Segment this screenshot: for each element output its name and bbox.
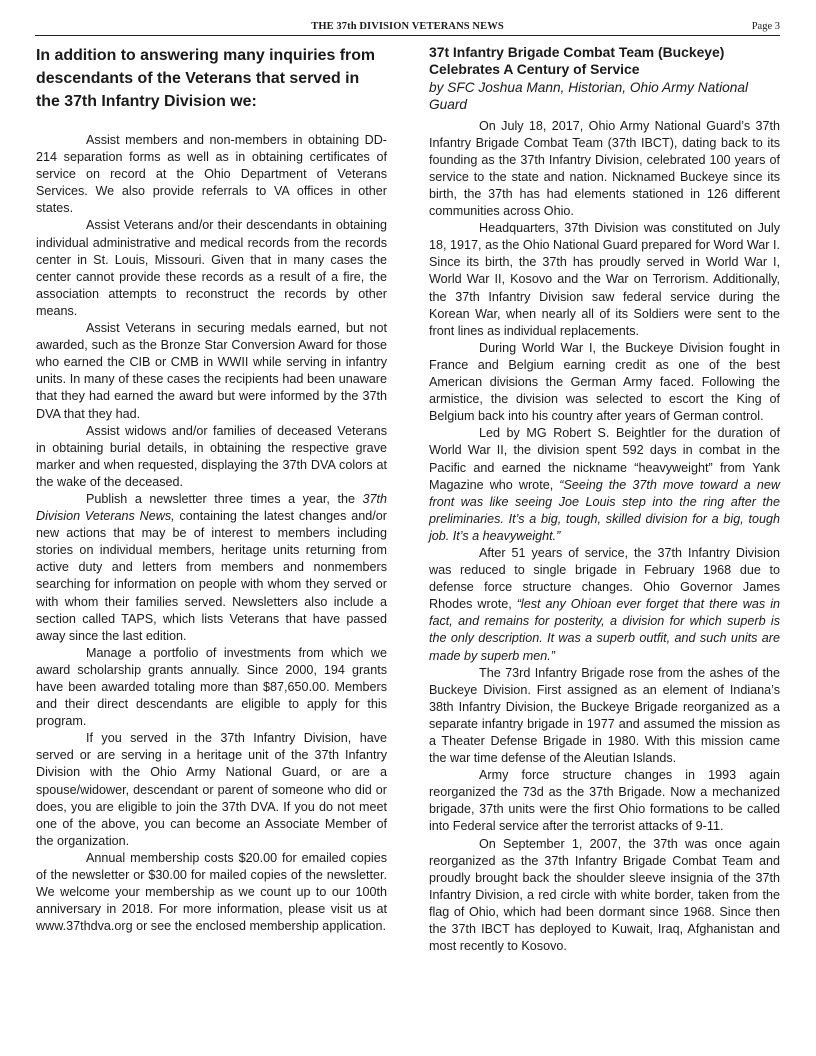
article-paragraph-1: On July 18, 2017, Ohio Army National Guard’s 37th Infantry Brigade Combat Team (37th IBCT), dating back to its founding as the 37th Infantry Division, celebrated 100 years of service to the state and nation. Nicknamed Buckeye since its birth, the 37th has had elements stationed in 126 different communities across Ohio. xyxy=(429,118,780,219)
right-column xyxy=(429,44,780,955)
paragraph-records: Assist Veterans and/or their descendants in obtaining individual administrative and medical records from the records center in St. Louis, Missouri. Given that in many cases the center cannot provide these records as a result of a fire, the association attempts to reconstruct the records by other means. xyxy=(36,218,387,318)
article-paragraph-3: During World War I, the Buckeye Division fought in France and Belgium earning credit as one of the best American divisions the German Army faced. Following the armistice, the division was selected to escort the King of Belgium back into his country after years of German control. xyxy=(429,340,780,424)
paragraph-medals: Assist Veterans in securing medals earned, but not awarded, such as the Bronze Star Conversion Award for those who earned the CIB or CMB in WWII while serving in infantry units. In many of these cases the recipients had been unaware that they had earned the award but were informed by the 37th DVA that they had. xyxy=(36,321,387,421)
article-paragraph-7: Army force structure changes in 1993 again reorganized the 73d as the 37th Brigade. Now a mechanized brigade, 37th units were the first Ohio formations to be called into Federal service after the terrorist attacks of 9-11. xyxy=(429,768,780,834)
article-paragraph-2: Headquarters, 37th Division was constituted on July 18, 1917, as the Ohio National Guard prepared for Word War I. Since its birth, the 37th has proudly served in World War I, World War II, Kosovo and the War on Terrorism. Additionally, the 37th Infantry Division saw federal service during the Korean War, when nearly all of its Soldiers were sent to the front lines as individual replacements. xyxy=(429,221,780,338)
services-heading: In addition to answering many inquiries from descendants of the Veterans that served in the 37th Infantry Division we: xyxy=(36,47,376,110)
paragraph-newsletter xyxy=(36,491,387,645)
paragraph-dd214: Assist members and non-members in obtaining DD-214 separation forms as well as in obtaining certificates of service on record at the Ohio Department of Veterans Services. We also provide referrals to VA offices in other states. xyxy=(36,133,387,216)
newsletter-title: THE 37th DIVISION VETERANS NEWS xyxy=(311,21,504,32)
paragraph-5-text: After 51 years of service, the 37th Infantry Division was reduced to single brigade in February 1968 due to defense force structure changes. Ohio Governor James Rhodes wrote, xyxy=(429,545,780,612)
article-paragraph-5 xyxy=(429,545,780,665)
article-paragraph-6: The 73rd Infantry Brigade rose from the ashes of the Buckeye Division. First assigned as an element of Indiana’s 38th Infantry Division, the Buckeye Brigade reorganized as a separate infantry brigade in 1977 and assumed the mission as a Theater Defense Brigade in 1980. With this mission came the war time defense of the Aleutian Islands. xyxy=(429,665,780,766)
yank-quote: “Seeing the 37th move toward a new front was like seeing Joe Louis step into the ring after the preliminaries. It’s a big, tough, skilled division for a big, tough job. It’s a heavyweight.” xyxy=(429,477,780,543)
paragraph-4-text: Led by MG Robert S. Beightler for the duration of World War II, the division spent 592 days in combat in the Pacific and earned the nickname “heavyweight” from Yank Magazine who wrote, xyxy=(429,426,780,492)
paragraph-membership: Annual membership costs $20.00 for emailed copies of the newsletter or $30.00 for mailed copies of the newsletter. We welcome your membership as we count up to our 100th anniversary in 2018. For more information, please visit us at www.37thdva.org or see the enclosed membership application. xyxy=(36,850,387,934)
page-number: Page 3 xyxy=(751,21,780,32)
paragraph-burial: Assist widows and/or families of deceased Veterans in obtaining burial details, in obtaining the respective grave marker and when requested, displaying the 37th DVA colors at the wake of the deceased. xyxy=(36,423,387,489)
newsletter-text-a: Publish a newsletter three times a year, the xyxy=(86,491,363,506)
paragraph-scholarship: Manage a portfolio of investments from which we award scholarship grants annually. Since 2000, 194 grants have been awarded totaling more than $87,650.00. Members and their direct descendants are eligible to apply for this program. xyxy=(36,645,387,729)
left-column xyxy=(36,44,387,935)
rhodes-quote: “lest any Ohioan ever forget that there was in fact, and remains for posterity, a division for which superb is the only description. It was a superb outfit, and such units are made by superb men.” xyxy=(429,597,780,663)
paragraph-eligibility: If you served in the 37th Infantry Division, have served or are serving in a heritage unit of the 37th Infantry Division with the Ohio Army National Guard, or are a spouse/widower, descendant or parent of someone who did or does, you are eligible to join the 37th DVA. If you do not meet one of the above, you can become an Associate Member of the organization. xyxy=(36,731,387,848)
article-title: 37t Infantry Brigade Combat Team (Buckeye) Celebrates A Century of Service xyxy=(429,44,725,78)
page-header xyxy=(35,21,780,36)
newsletter-name: 37th Division Veterans News, xyxy=(36,491,387,524)
article-paragraph-4 xyxy=(429,425,780,545)
newsletter-text-b: containing the latest changes and/or new actions that may be of interest to members including stories on individual members, heritage units returning from active duty and letters from members and nonmembers searching for information on people with whom they served or with whom their families served. Newsletters also include a section called TAPS, which lists Veterans that have passed away since the last edition. xyxy=(36,509,387,643)
article-byline: by SFC Joshua Mann, Historian, Ohio Army National Guard xyxy=(429,79,748,113)
article-paragraph-8: On September 1, 2007, the 37th was once again reorganized as the 37th Infantry Brigade Combat Team and proudly brought back the shoulder sleeve insignia of the 37th Infantry Division, a red circle with white border, taken from the flag of Ohio, which had been dormant since 1968. Since then the 37th IBCT has deployed to Kuwait, Iraq, Afghanistan and most recently to Kosovo. xyxy=(429,836,780,954)
